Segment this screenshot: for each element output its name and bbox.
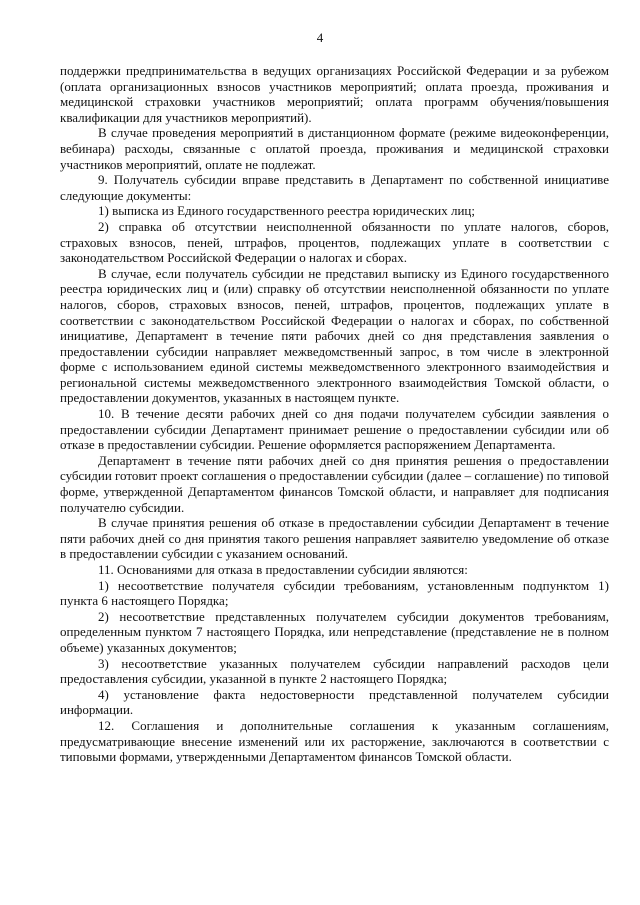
- paragraph: В случае проведения мероприятий в дистанционном формате (режиме видеоконференции, вебинара) расходы, связанные с оплатой проезда, проживания и медицинской страховки участников мероприятий, оплате не подлежат.: [60, 125, 609, 172]
- list-item: 4) установление факта недостоверности представленной получателем субсидии информации.: [60, 686, 609, 718]
- list-item: 2) несоответствие представленных получателем субсидии документов требованиям, определенным пунктом 7 настоящего Порядка, или непредставление (представление не в полном объеме) указанных документов;: [60, 608, 609, 655]
- paragraph: Департамент в течение пяти рабочих дней со дня принятия решения о предоставлении субсидии готовит проект соглашения о предоставлении субсидии (далее – соглашение) по типовой форме, утвержденной Департаментом финансов Томской области, и направляет для подписания получателю субсидии.: [60, 452, 609, 515]
- paragraph-clause-11: 11. Основаниями для отказа в предоставлении субсидии являются:: [98, 562, 468, 577]
- page-number: 4: [316, 30, 324, 45]
- list-item: 1) выписка из Единого государственного реестра юридических лиц;: [98, 203, 475, 219]
- paragraph-clause-10: 10. В течение десяти рабочих дней со дня подачи получателем субсидии заявления о предоставлении субсидии Департамент принимает решение о предоставлении субсидии или об отказе в предоставлении субсидии. Решение оформляется распоряжением Департамента.: [60, 406, 609, 453]
- paragraph-clause-9: 9. Получатель субсидии вправе представить в Департамент по собственной инициативе следующие документы:: [60, 172, 609, 203]
- document-body: [60, 63, 609, 765]
- list-item: 3) несоответствие указанных получателем субсидии направлений расходов цели предоставления субсидии, указанной в пункте 2 настоящего Порядка;: [60, 655, 609, 687]
- list-item: 1) несоответствие получателя субсидии требованиям, установленным подпунктом 1) пункта 6 настоящего Порядка;: [60, 577, 609, 609]
- list-item: 2) справка об отсутствии неисполненной обязанности по уплате налогов, сборов, страховых взносов, пеней, штрафов, процентов, подлежащих уплате в соответствии с законодательством Российской Федерации о налогах и сборах.: [60, 218, 609, 266]
- paragraph: В случае, если получатель субсидии не представил выписку из Единого государственного реестра юридических лиц и (или) справку об отсутствии неисполненной обязанности по уплате налогов, сборов, страховых взносов, пеней, штрафов, процентов, подлежащих уплате в соответствии с законодательством Российской Федерации о налогах и сборах, по собственной инициативе, Департамент в течение пяти рабочих дней со дня представления заявления о предоставлении субсидии направляет межведомственный запрос, в том числе в электронной форме с использованием единой системы межведомственного электронного взаимодействия и региональной системы межведомственного электронного взаимодействия Томской области, о предоставлении документов, указанных в настоящем пункте.: [60, 265, 609, 406]
- paragraph-continuation: поддержки предпринимательства в ведущих организациях Российской Федерации и за рубежом (оплата организационных взносов участников мероприятий; оплата проезда, проживания и медицинской страховки участников мероприятий; оплата программ обучения/повышения квалификации для участников мероприятий).: [60, 63, 609, 125]
- paragraph-clause-12: 12. Соглашения и дополнительные соглашения к указанным соглашениям, предусматривающие внесение изменений или их расторжение, заключаются в соответствии с типовыми формами, утвержденными Департаментом финансов Томской области.: [60, 717, 609, 765]
- paragraph: В случае принятия решения об отказе в предоставлении субсидии Департамент в течение пяти рабочих дней со дня принятия такого решения направляет заявителю уведомление об отказе в предоставлении субсидии с указанием оснований.: [60, 515, 609, 562]
